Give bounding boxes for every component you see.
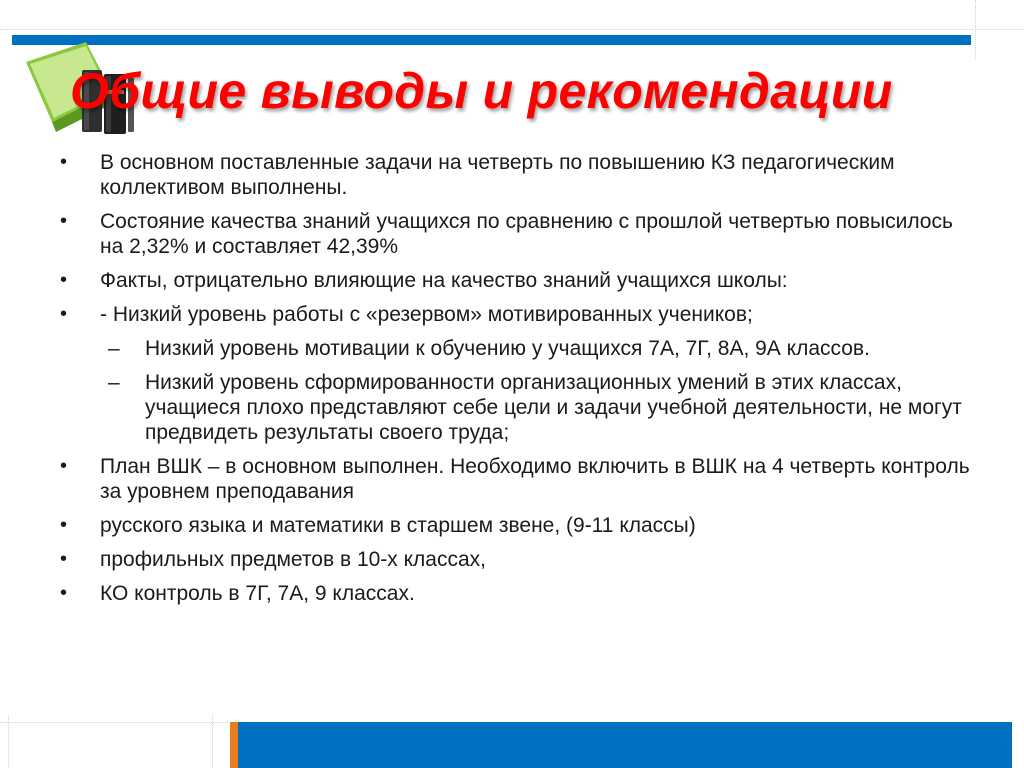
bullet-icon: •	[60, 303, 68, 325]
list-item	[60, 209, 970, 259]
list-item	[60, 581, 970, 606]
list-item-text: профильных предметов в 10-х классах,	[100, 548, 486, 571]
grid-line	[212, 715, 213, 768]
list-item-text: План ВШК – в основном выполнен. Необходимо включить в ВШК на 4 четверть контроль за уровнем преподавания	[100, 455, 970, 503]
list-item-text: Факты, отрицательно влияющие на качество знаний учащихся школы:	[100, 269, 788, 292]
list-item-text: Низкий уровень сформированности организационных умений в этих классах, учащиеся плохо представляют себе цели и задачи учебной деятельности, не могут предвидеть результаты своего труда;	[145, 371, 962, 444]
list-item	[60, 268, 970, 293]
bullet-icon: •	[60, 151, 68, 173]
sub-list-item	[60, 370, 970, 445]
list-item-text: - Низкий уровень работы с «резервом» мотивированных учеников;	[100, 303, 753, 326]
bullet-icon: •	[60, 514, 68, 536]
dash-icon: –	[108, 337, 120, 360]
bullet-icon: •	[60, 269, 68, 291]
list-item-text: КО контроль в 7Г, 7А, 9 классах.	[100, 582, 415, 605]
footer-accent	[230, 722, 238, 768]
list-item	[60, 547, 970, 572]
list-item	[60, 513, 970, 538]
sub-list-item	[60, 336, 970, 361]
bullet-icon: •	[60, 455, 68, 477]
grid-line	[8, 715, 9, 768]
list-item-text: Низкий уровень мотивации к обучению у учащихся 7А, 7Г, 8А, 9А классов.	[145, 337, 870, 360]
list-item-text: Состояние качества знаний учащихся по сравнению с прошлой четвертью повысилось на 2,32% и составляет 42,39%	[100, 210, 953, 258]
dash-icon: –	[108, 371, 120, 394]
grid-line	[0, 722, 228, 723]
grid-line	[0, 29, 1024, 30]
list-item-text: русского языка и математики в старшем звене, (9-11 классы)	[100, 514, 696, 537]
bullet-icon: •	[60, 210, 68, 232]
header-bar	[12, 35, 971, 45]
footer-bar	[238, 722, 1012, 768]
slide-title: Общие выводы и рекомендации	[70, 63, 893, 119]
list-item	[60, 302, 970, 327]
grid-line	[975, 0, 976, 60]
list-item-text: В основном поставленные задачи на четверть по повышению КЗ педагогическим коллективом выполнены.	[100, 151, 895, 199]
bullet-icon: •	[60, 582, 68, 604]
list-item	[60, 454, 970, 504]
bullet-icon: •	[60, 548, 68, 570]
list-item	[60, 150, 970, 200]
bullet-list	[60, 150, 970, 615]
